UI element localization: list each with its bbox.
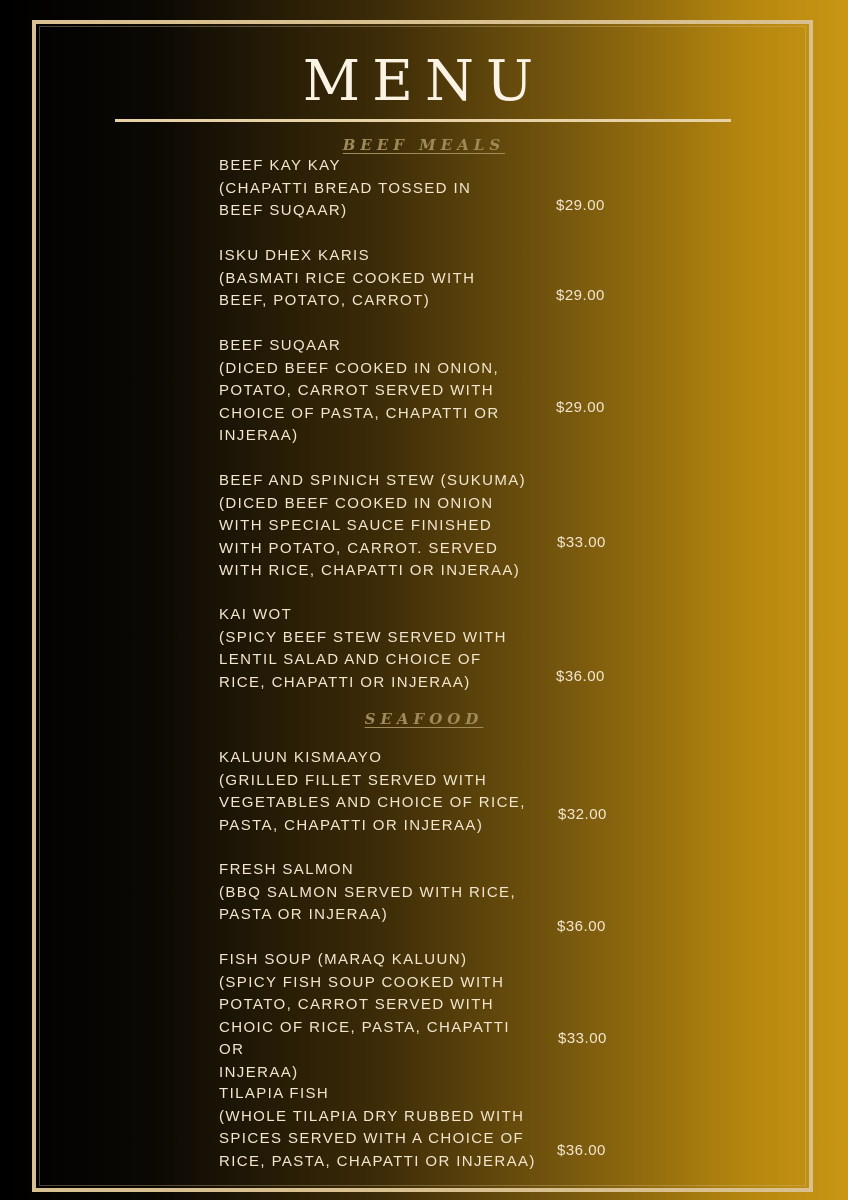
menu-item-beef-kay-kay: BEEF KAY KAY (CHAPATTI BREAD TOSSED IN BEEF SUQAAR) [219, 157, 472, 219]
menu-item-tilapia-fish: TILAPIA FISH (WHOLE TILAPIA DRY RUBBED WITH SPICES SERVED WITH A CHOICE OF RICE, PASTA, CHAPATTI OR INJERAA) [219, 1085, 536, 1170]
menu-item-isku-dhex-karis: ISKU DHEX KARIS (BASMATI RICE COOKED WITH BEEF, POTATO, CARROT) [219, 247, 476, 309]
menu-item-beef-suqaar: BEEF SUQAAR (DICED BEEF COOKED IN ONION, POTATO, CARROT SERVED WITH CHOICE OF PASTA, CHAPATTI OR INJERAA) [219, 337, 500, 444]
price-beef-kay-kay: $29.00 [556, 197, 605, 214]
menu-item-fish-soup: FISH SOUP (MARAQ KALUUN) (SPICY FISH SOUP COOKED WITH POTATO, CARROT SERVED WITH CHOIC OF RICE, PASTA, CHAPATTI OR INJERAA) [219, 951, 510, 1081]
price-kai-wot: $36.00 [556, 668, 605, 685]
menu-item-fresh-salmon: FRESH SALMON (BBQ SALMON SERVED WITH RICE, PASTA OR INJERAA) [219, 861, 517, 923]
menu-item-kai-wot: KAI WOT (SPICY BEEF STEW SERVED WITH LENTIL SALAD AND CHOICE OF RICE, CHAPATTI OR INJERAA) [219, 606, 507, 691]
title-divider [115, 119, 731, 122]
section-heading-seafood: SEAFOOD [364, 710, 484, 728]
menu-item-beef-and-spinich-stew: BEEF AND SPINICH STEW (SUKUMA) (DICED BEEF COOKED IN ONION WITH SPECIAL SAUCE FINISHED WITH POTATO, CARROT. SERVED WITH RICE, CHAPATTI OR INJERAA) [219, 472, 527, 579]
price-beef-suqaar: $29.00 [556, 399, 605, 416]
price-kaluun-kismaayo: $32.00 [558, 806, 607, 823]
price-fish-soup: $33.00 [558, 1030, 607, 1047]
section-heading-beef-meals: BEEF MEALS [342, 136, 506, 154]
menu-item-kaluun-kismaayo: KALUUN KISMAAYO (GRILLED FILLET SERVED WITH VEGETABLES AND CHOICE OF RICE, PASTA, CHAPATTI OR INJERAA) [219, 749, 526, 834]
price-tilapia-fish: $36.00 [557, 1142, 606, 1159]
menu-title: MENU [302, 49, 546, 114]
price-isku-dhex-karis: $29.00 [556, 287, 605, 304]
price-fresh-salmon: $36.00 [557, 918, 606, 935]
price-beef-and-spinich-stew: $33.00 [557, 534, 606, 551]
